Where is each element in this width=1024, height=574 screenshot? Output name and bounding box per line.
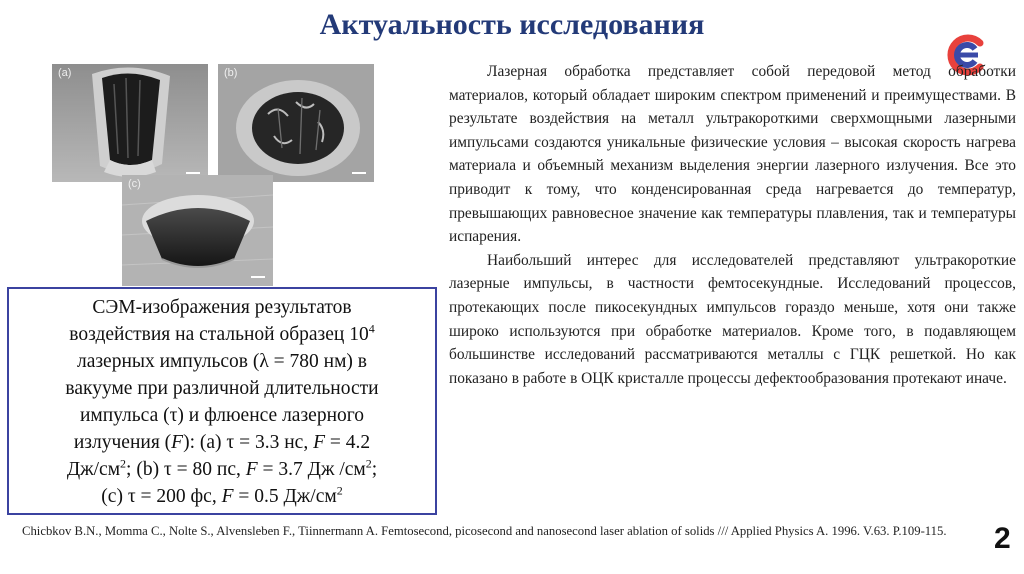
scale-bar [186,172,200,174]
caption-line: импульса (τ) и флюенсе лазерного [79,405,365,426]
caption-line: излучения (F): (a) τ = 3.3 нс, F = 4.2 [73,432,371,453]
scale-bar [251,276,265,278]
image-label: (c) [128,178,141,190]
paragraph: Наибольший интерес для исследователей представляют ультракороткие лазерные импульсы, в частности фемтосекундные. Исследований процессов, протекающих после пикосекундных импульсов гораздо меньше, хотя они также широко используются при обработке материалов. Кроме того, в подавляющем большинстве исследований рассматриваются металлы с ГЦК решеткой. Но как показано в работе в ОЦК кристалле процессы дефектообразования протекают иначе. [449,251,1016,387]
sem-image-c [122,175,273,286]
image-caption-box [7,287,437,515]
caption-line: СЭМ-изображения результатов [92,297,352,318]
caption-line: вакууме при различной длительности [65,378,379,399]
caption-line: (c) τ = 200 фс, F = 0.5 $Дж/см^2$ [101,483,343,507]
caption-line: воздействия на стальной образец $10^4$ [69,321,375,345]
paragraph: Лазерная обработка представляет собой передовой метод обработки материалов, который обладает широким спектром применений и преимуществами. В результате воздействия на металл ультракороткими сверхмощными лазерными импульсами создаются уникальные физические условия – высокая скорость нагрева материала и объемный механизм выделения энергии лазерного излучения. Все это приводит к тому, что конденсированная среда нагревается до температур, превышающих равновесное значение как температуры плавления, так и температуры испарения. [449,63,1016,246]
image-label: (b) [224,67,238,79]
caption-line: $Дж/см^2$; (b) τ = 80 пс, F = 3.7 Дж $/см^2$; [66,456,378,480]
sem-image-b [218,64,374,182]
caption-line: лазерных импульсов (λ = 780 нм) в [76,351,368,372]
page-number: 2 [994,522,1011,555]
body-text [449,60,1016,390]
sem-image-a [52,64,208,182]
slide-title: Актуальность исследования [319,8,705,41]
image-label: (a) [58,67,72,79]
scale-bar [352,172,366,174]
reference-footnote: Chicbkov B.N., Momma C., Nolte S., Alvensleben F., Tiinnermann A. Femtosecond, picosecond and nanosecond laser ablation of solids /// Applied Physics A. 1996. V.63. P.109-115. [22,524,947,538]
